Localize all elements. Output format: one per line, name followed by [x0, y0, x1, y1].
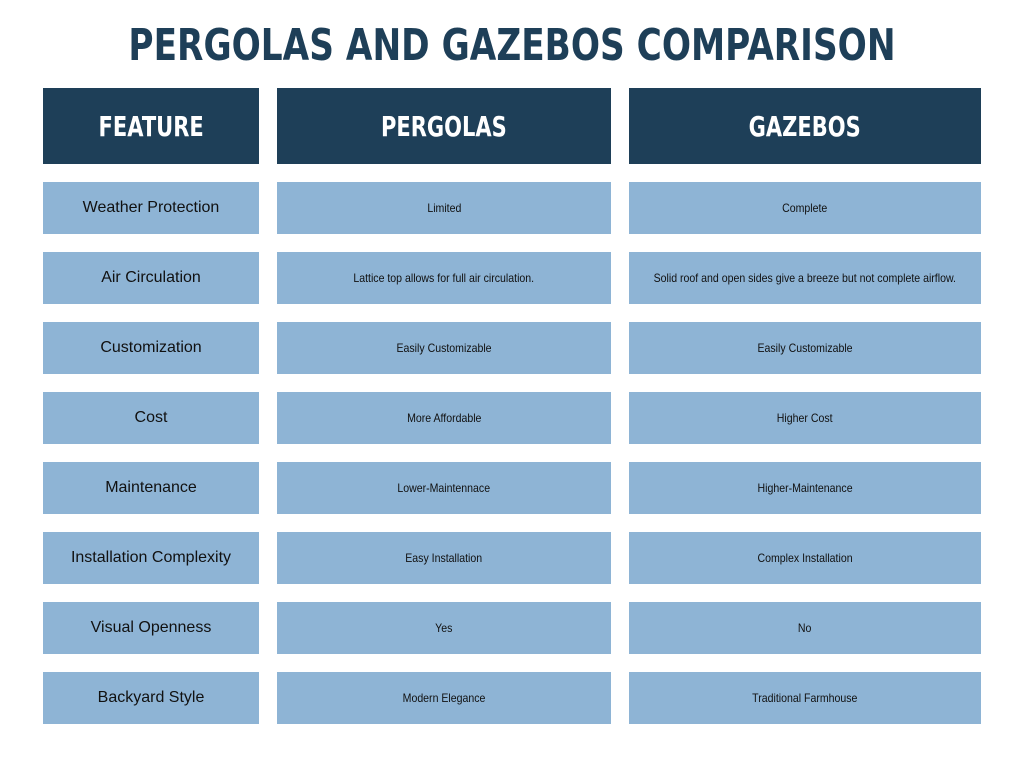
header-gazebos: GAZEBOS: [629, 88, 981, 164]
gazebos-cell: No: [629, 602, 981, 654]
gazebos-cell: Solid roof and open sides give a breeze but not complete airflow.: [629, 252, 981, 304]
pergolas-cell: Limited: [277, 182, 611, 234]
feature-cell: Cost: [43, 392, 259, 444]
feature-cell: Installation Complexity: [43, 532, 259, 584]
pergolas-cell: Lower-Maintennace: [277, 462, 611, 514]
header-pergolas: PERGOLAS: [277, 88, 611, 164]
pergolas-cell: Easy Installation: [277, 532, 611, 584]
gazebos-cell: Traditional Farmhouse: [629, 672, 981, 724]
gazebos-cell: Complete: [629, 182, 981, 234]
feature-cell: Air Circulation: [43, 252, 259, 304]
feature-cell: Visual Openness: [43, 602, 259, 654]
feature-cell: Backyard Style: [43, 672, 259, 724]
pergolas-cell: Yes: [277, 602, 611, 654]
gazebos-cell: Easily Customizable: [629, 322, 981, 374]
header-feature: FEATURE: [43, 88, 259, 164]
comparison-table: [43, 88, 981, 742]
feature-cell: Customization: [43, 322, 259, 374]
gazebos-cell: Complex Installation: [629, 532, 981, 584]
pergolas-cell: Easily Customizable: [277, 322, 611, 374]
pergolas-cell: Lattice top allows for full air circulation.: [277, 252, 611, 304]
pergolas-cell: More Affordable: [277, 392, 611, 444]
feature-cell: Maintenance: [43, 462, 259, 514]
gazebos-cell: Higher-Maintenance: [629, 462, 981, 514]
page-title: PERGOLAS AND GAZEBOS COMPARISON: [128, 20, 896, 71]
gazebos-cell: Higher Cost: [629, 392, 981, 444]
feature-cell: Weather Protection: [43, 182, 259, 234]
pergolas-cell: Modern Elegance: [277, 672, 611, 724]
